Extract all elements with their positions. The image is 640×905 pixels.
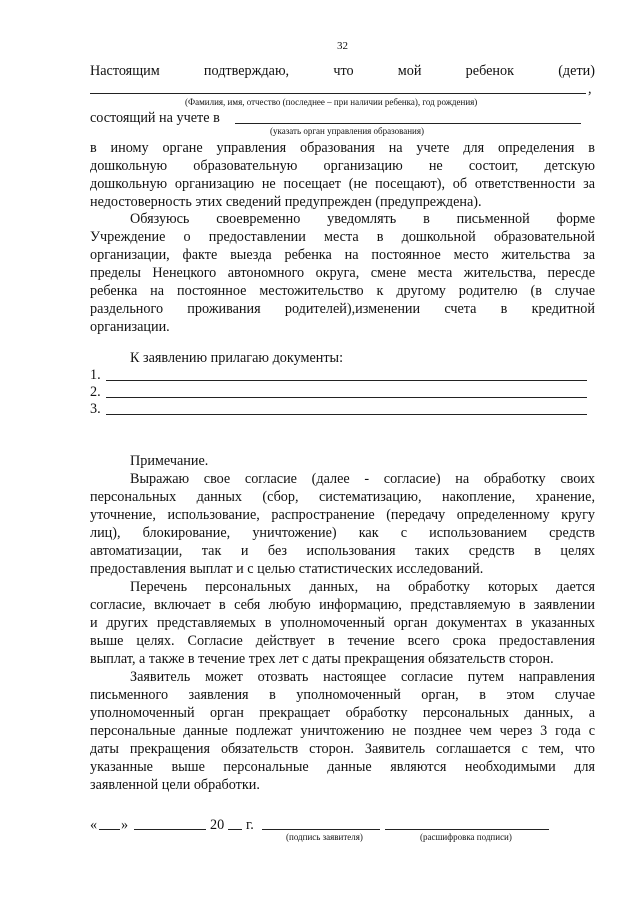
confirm-word: мой: [397, 63, 422, 79]
note-line-9: и других представляемых в уполномоченный орган документах в указанных: [90, 615, 595, 631]
obligation-line-3: организации, факте выезда ребенка на постоянное место жительства за: [90, 247, 595, 263]
caption-child-name: (Фамилия, имя, отчество (последнее – при наличии ребенка), год рождения): [185, 97, 478, 107]
caption-org: (указать орган управления образования): [270, 126, 425, 136]
month-blank: [134, 829, 206, 830]
confirm-first-line: [90, 62, 595, 80]
page-number: 32: [337, 40, 348, 52]
note-line-16: даты прекращения обязательств сторон. Заявитель соглашается с тем, что: [90, 741, 595, 757]
note-line-6: предоставления выплат и с целью статистических исследований.: [90, 561, 484, 577]
confirm-line-2: дошкольную образовательную организацию не состоит, детскую: [90, 158, 595, 174]
signature-blank: [262, 829, 380, 830]
note-line-7: Перечень персональных данных, на обработку которых дается: [130, 579, 595, 595]
note-line-18: заявленной цели обработки.: [90, 777, 260, 793]
attachment-number-3: 3.: [90, 401, 101, 417]
note-line-14: уполномоченный орган прекращает обработку персональных данных, а: [90, 705, 595, 721]
child-name-blank: [90, 93, 586, 94]
year-blank: [228, 829, 242, 830]
date-close-quote: »: [121, 817, 129, 833]
note-line-11: выплат, а также в течение трех лет с даты прекращения обязательств сторон.: [90, 651, 554, 667]
note-line-12: Заявитель может отозвать настоящее согласие путем направления: [130, 669, 595, 685]
confirm-word: ребенок: [465, 63, 514, 79]
note-line-1: Выражаю свое согласие (далее - согласие) на обработку своих: [130, 471, 595, 487]
year-suffix: г.: [246, 817, 254, 833]
caption-signature: (подпись заявителя): [286, 832, 363, 842]
confirm-line-4: недостоверность этих сведений предупрежден (предупреждена).: [90, 194, 482, 210]
obligation-line-6: раздельного проживания родителей),изменении счета в кредитной: [90, 301, 595, 317]
org-blank: [235, 123, 581, 124]
attachment-blank-3: [106, 414, 587, 415]
confirm-word: Настоящим: [90, 63, 160, 79]
attachment-number-2: 2.: [90, 384, 101, 400]
obligation-line-4: пределы Ненецкого автономного округа, смене места жительства, пересде: [90, 265, 595, 281]
attachment-number-1: 1.: [90, 367, 101, 383]
obligation-line-5: ребенка на постоянное местожительство к другому родителю (в случае: [90, 283, 595, 299]
attachment-blank-1: [106, 380, 587, 381]
signature-decode-blank: [385, 829, 549, 830]
note-heading: Примечание.: [130, 453, 209, 469]
confirm-word: подтверждаю,: [203, 63, 290, 79]
confirm-word: что: [333, 63, 354, 79]
obligation-line-7: организации.: [90, 319, 170, 335]
note-line-15: персональные данные подлежат уничтожению не позднее чем через 3 года с: [90, 723, 595, 739]
confirm-line-1: в иному органе управления образования на учете для определения в: [90, 140, 595, 156]
note-line-10: выше целях. Согласие действует в течение всего срока предоставления: [90, 633, 595, 649]
note-line-2: персональных данных (сбор, систематизацию, накопление, хранение,: [90, 489, 595, 505]
registered-label: состоящий на учете в: [90, 110, 220, 126]
day-blank: [99, 829, 120, 830]
note-line-8: согласие, включает в себя любую информацию, представляемую в заявлении: [90, 597, 595, 613]
attachment-blank-2: [106, 397, 587, 398]
note-line-13: письменного заявления в уполномоченный орган, в этом случае: [90, 687, 595, 703]
comma: ,: [588, 81, 592, 97]
year-prefix: 20: [210, 817, 225, 833]
caption-signature-decode: (расшифровка подписи): [420, 832, 512, 842]
confirm-word: (дети): [558, 63, 595, 79]
obligation-line-2: Учреждение о предоставлении места в дошкольной образовательной: [90, 229, 595, 245]
date-open-quote: «: [90, 817, 98, 833]
note-line-4: лиц), блокирование, уничтожение) как с использованием средств: [90, 525, 595, 541]
note-line-3: уточнение, использование, распространение (передачу определенному кругу: [90, 507, 595, 523]
attachments-heading: К заявлению прилагаю документы:: [130, 350, 344, 366]
obligation-line-1: Обязуюсь своевременно уведомлять в письменной форме: [130, 211, 595, 227]
note-line-5: автоматизации, так и без использования таких средств в целях: [90, 543, 595, 559]
confirm-line-3: дошкольную организацию не посещает (не посещают), об ответственности за: [90, 176, 595, 192]
note-line-17: указанные выше персональные данные являются необходимыми для: [90, 759, 595, 775]
